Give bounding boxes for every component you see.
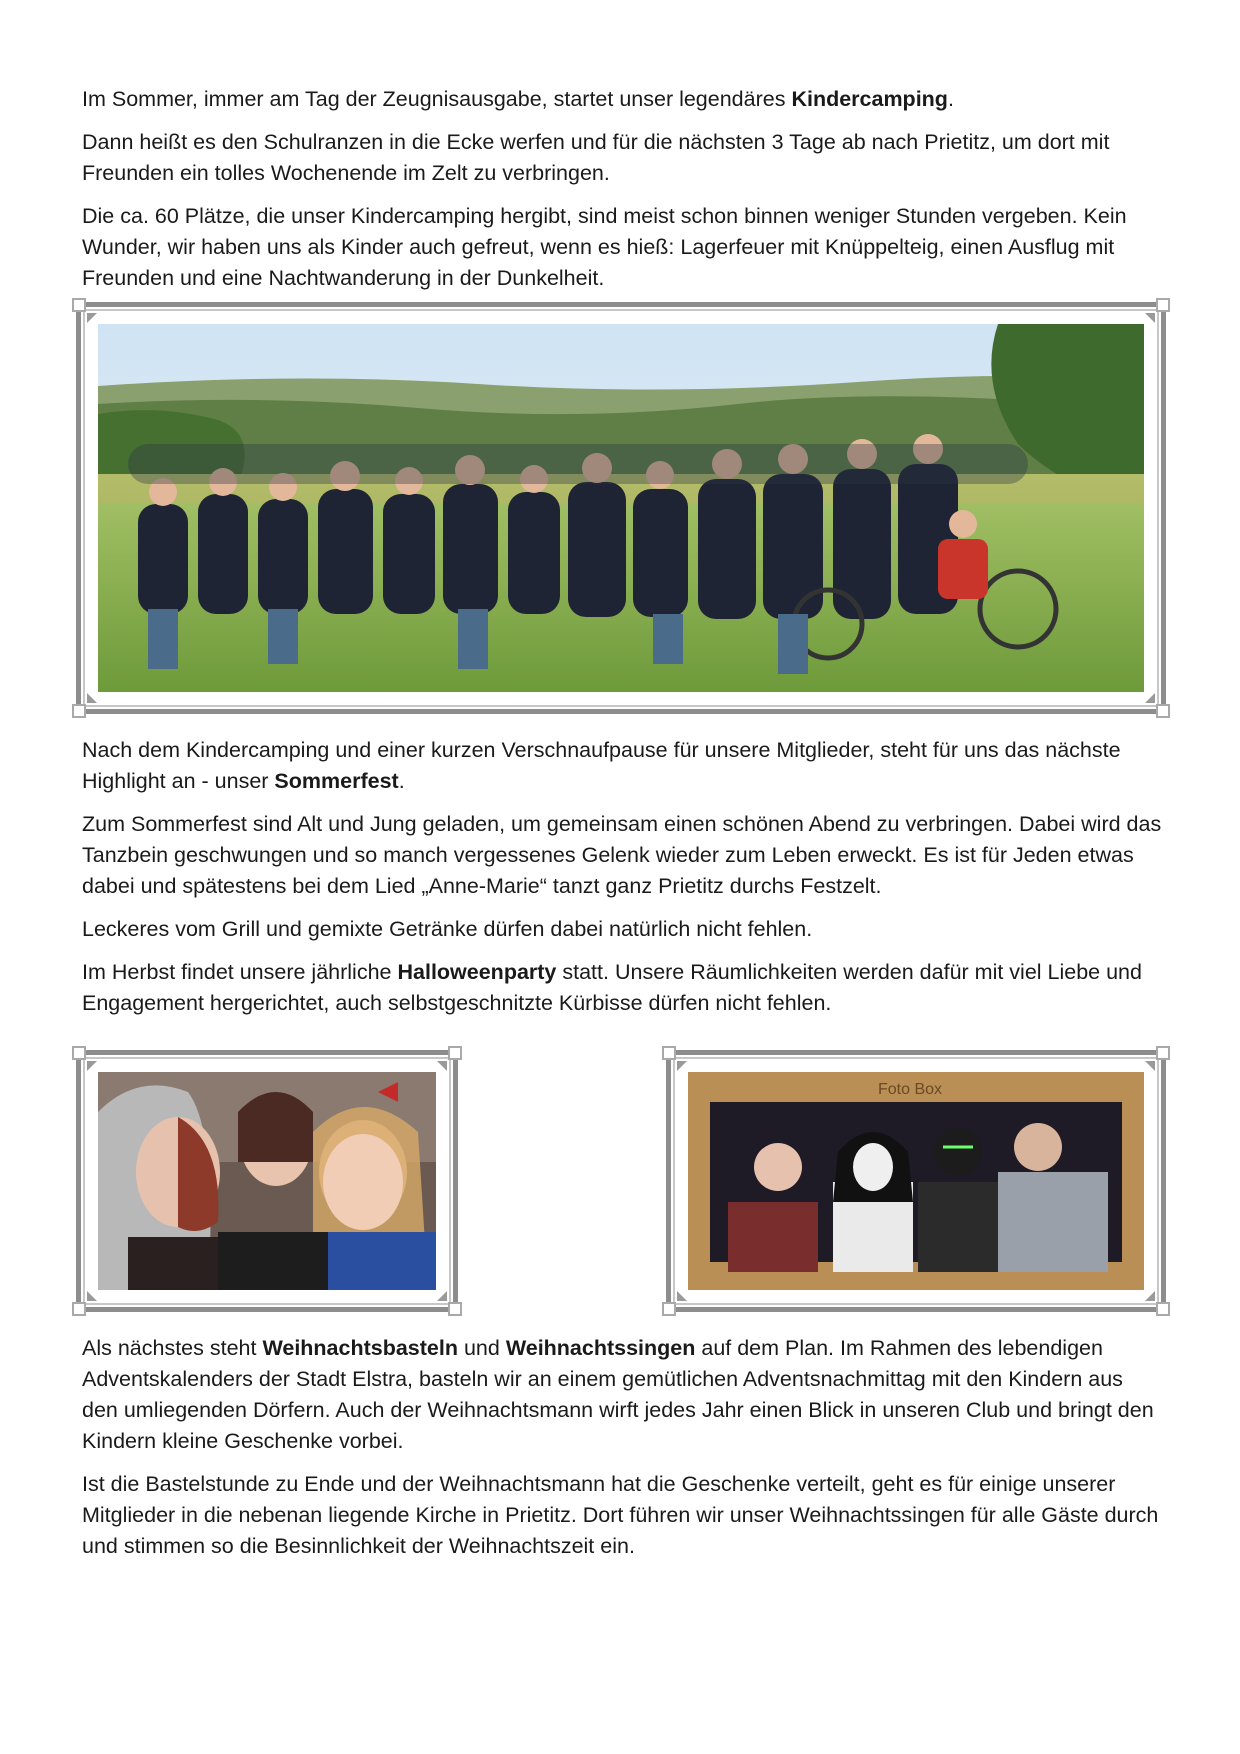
bold-sommerfest: Sommerfest bbox=[274, 769, 399, 793]
fotobox-photo bbox=[688, 1072, 1144, 1290]
bold-halloweenparty: Halloweenparty bbox=[397, 960, 557, 984]
halloween-photo-frame-left bbox=[76, 1050, 458, 1312]
kindercamping-group-photo bbox=[98, 324, 1144, 692]
halloween-photo-frame-right bbox=[666, 1050, 1166, 1312]
paragraph: Im Sommer, immer am Tag der Zeugnisausgabe, startet unser legendäres Kindercamping. bbox=[82, 87, 954, 111]
paragraph: Im Herbst findet unsere jährliche Halloweenparty statt. Unsere Räumlichkeiten werden dafür mit viel Liebe und Engagement hergerichtet, auch selbstgeschnitzte Kürbisse dürfen nicht fehlen. bbox=[82, 960, 1142, 1015]
paragraph: Zum Sommerfest sind Alt und Jung geladen, um gemeinsam einen schönen Abend zu verbringen. Dabei wird das Tanzbein geschwungen und so manch vergessenes Gelenk wieder zum Leben erweckt. Es ist für Jeden etwas dabei und spätestens bei dem Lied „Anne-Marie“ tanzt ganz Prietitz durchs Festzelt. bbox=[82, 812, 1162, 898]
bold-weihnachtsbasteln: Weihnachtsbasteln bbox=[262, 1336, 458, 1360]
paragraph: Die ca. 60 Plätze, die unser Kindercamping hergibt, sind meist schon binnen weniger Stunden vergeben. Kein Wunder, wir haben uns als Kinder auch gefreut, wenn es hieß: Lagerfeuer mit Knüppelteig, einen Ausflug mit Freunden und eine Nachtwanderung in der Dunkelheit. bbox=[82, 204, 1127, 290]
kindercamping-text bbox=[82, 84, 1162, 306]
paragraph: Nach dem Kindercamping und einer kurzen Verschnaufpause für unsere Mitglieder, steht für uns das nächste Highlight an - unser Sommerfest. bbox=[82, 738, 1121, 793]
group-photo-frame bbox=[76, 302, 1166, 714]
paragraph: Ist die Bastelstunde zu Ende und der Weihnachtsmann hat die Geschenke verteilt, geht es für einige unserer Mitglieder in die nebenan liegende Kirche in Prietitz. Dort führen wir unser Weihnachtssingen für alle Gäste durch und stimmen so die Besinnlichkeit der Weihnachtszeit ein. bbox=[82, 1472, 1159, 1558]
fotobox-sign: Foto Box bbox=[878, 1081, 943, 1098]
sommerfest-text bbox=[82, 735, 1162, 1031]
paragraph: Dann heißt es den Schulranzen in die Ecke werfen und für die nächsten 3 Tage ab nach Prietitz, um dort mit Freunden ein tolles Wochenende im Zelt zu verbringen. bbox=[82, 130, 1110, 185]
weihnachten-text bbox=[82, 1333, 1162, 1574]
bold-kindercamping: Kindercamping bbox=[791, 87, 948, 111]
bold-weihnachtssingen: Weihnachtssingen bbox=[505, 1336, 696, 1360]
paragraph: Leckeres vom Grill und gemixte Getränke dürfen dabei natürlich nicht fehlen. bbox=[82, 917, 813, 941]
paragraph: Als nächstes steht Weihnachtsbasteln und Weihnachtssingen auf dem Plan. Im Rahmen des lebendigen Adventskalenders der Stadt Elstra, basteln wir an einem gemütlichen Adventsnachmittag mit den Kindern aus den umliegenden Dörfern. Auch der Weihnachtsmann wirft jedes Jahr einen Blick in unseren Club und bringt den Kindern kleine Geschenke vorbei. bbox=[82, 1336, 1154, 1453]
halloween-girls-photo bbox=[98, 1072, 436, 1290]
